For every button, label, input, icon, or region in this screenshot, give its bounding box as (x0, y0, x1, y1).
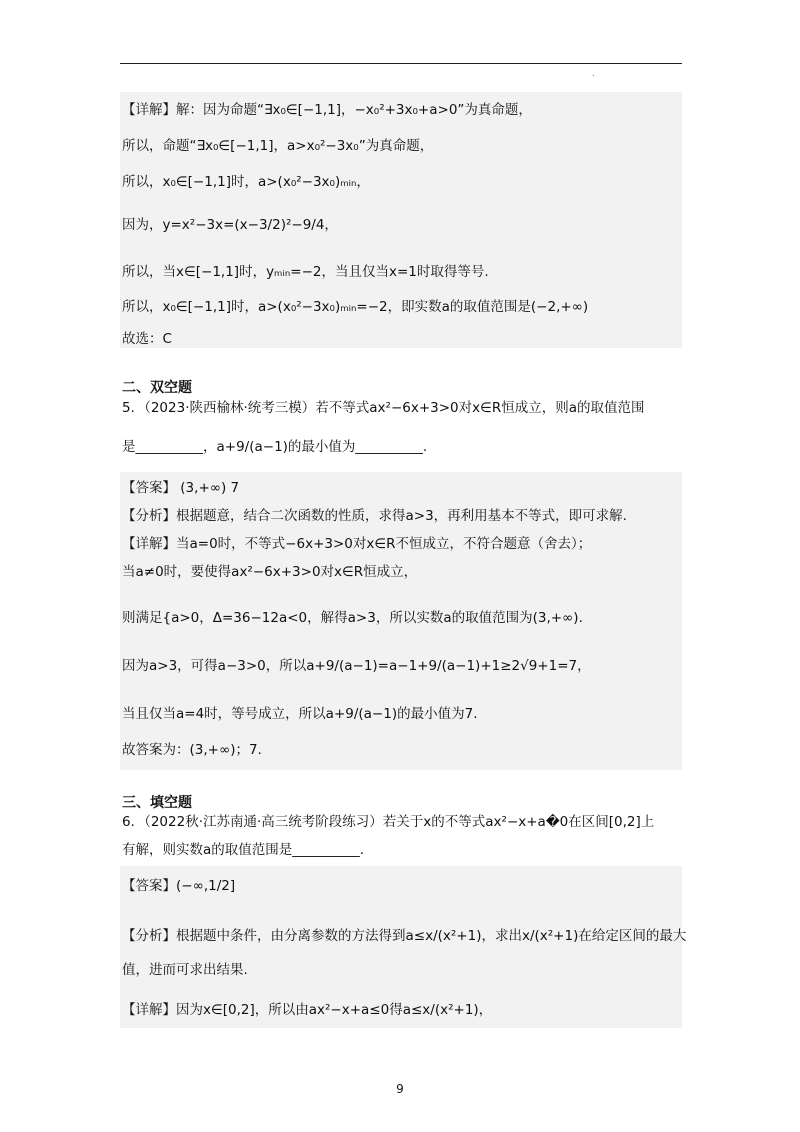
block1-line-3: 所以，x₀∈[−1,1]时，a>(x₀²−3x₀)ₘᵢₙ， (122, 174, 370, 190)
block2-line-5: 则满足{a>0，Δ=36−12a<0，解得a>3，所以实数a的取值范围为(3,+∞). (122, 610, 583, 626)
block3-line-4: 【详解】因为x∈[0,2]，所以由ax²−x+a≤0得a≤x/(x²+1)， (122, 1002, 493, 1018)
block2-line-6: 因为a>3，可得a−3>0，所以a+9/(a−1)=a−1+9/(a−1)+1≥2√9+1=7， (122, 658, 591, 674)
block1-line-2: 所以，命题“∃x₀∈[−1,1]，a>x₀²−3x₀”为真命题， (122, 138, 434, 154)
block2-line-3: 【详解】当a=0时，不等式−6x+3>0对x∈R不恒成立，不符合题意（舍去）； (122, 536, 592, 552)
block2-line-8: 故答案为：(3,+∞)；7. (122, 742, 262, 758)
block2-line-7: 当且仅当a=4时，等号成立，所以a+9/(a−1)的最小值为7. (122, 706, 478, 722)
header-dot: . (592, 69, 595, 78)
block2-line-1: 【答案】 (3,+∞) 7 (122, 480, 240, 496)
section-title-2: 二、双空题 (122, 380, 192, 396)
block1-line-5: 所以，当x∈[−1,1]时，yₘᵢₙ=−2，当且仅当x=1时取得等号. (122, 264, 489, 280)
block3-line-3: 值，进而可求出结果. (122, 962, 248, 978)
block1-line-6: 所以，x₀∈[−1,1]时，a>(x₀²−3x₀)ₘᵢₙ=−2，即实数a的取值范围是(−2,+∞) (122, 299, 589, 315)
question-5-line-1: 5．（2023·陕西榆林·统考三模）若不等式ax²−6x+3>0对x∈R恒成立，则a的取值范围 (122, 400, 645, 416)
question-6-line-1: 6．（2022秋·江苏南通·高三统考阶段练习）若关于x的不等式ax²−x+a�0在区间[0,2]上 (122, 814, 655, 830)
section-title-3: 三、填空题 (122, 795, 192, 811)
block1-line-7: 故选：C (122, 331, 172, 347)
page-number: 9 (396, 1082, 404, 1096)
header-rule (120, 63, 682, 64)
question-5-line-2: 是__________，a+9/(a−1)的最小值为__________. (122, 439, 428, 455)
block3-line-2: 【分析】根据题中条件，由分离参数的方法得到a≤x/(x²+1)，求出x/(x²+1)在给定区间的最大 (122, 928, 687, 944)
block2-line-2: 【分析】根据题意，结合二次函数的性质，求得a>3，再利用基本不等式，即可求解. (122, 508, 627, 524)
block1-line-1: 【详解】解：因为命题“∃x₀∈[−1,1]，−x₀²+3x₀+a>0”为真命题， (122, 102, 532, 118)
question-6-line-2: 有解，则实数a的取值范围是__________. (122, 842, 365, 858)
block3-line-1: 【答案】(−∞,1/2] (122, 878, 236, 894)
block2-line-4: 当a≠0时，要使得ax²−6x+3>0对x∈R恒成立， (122, 564, 418, 580)
block1-line-4: 因为，y=x²−3x=(x−3/2)²−9/4， (122, 217, 338, 233)
